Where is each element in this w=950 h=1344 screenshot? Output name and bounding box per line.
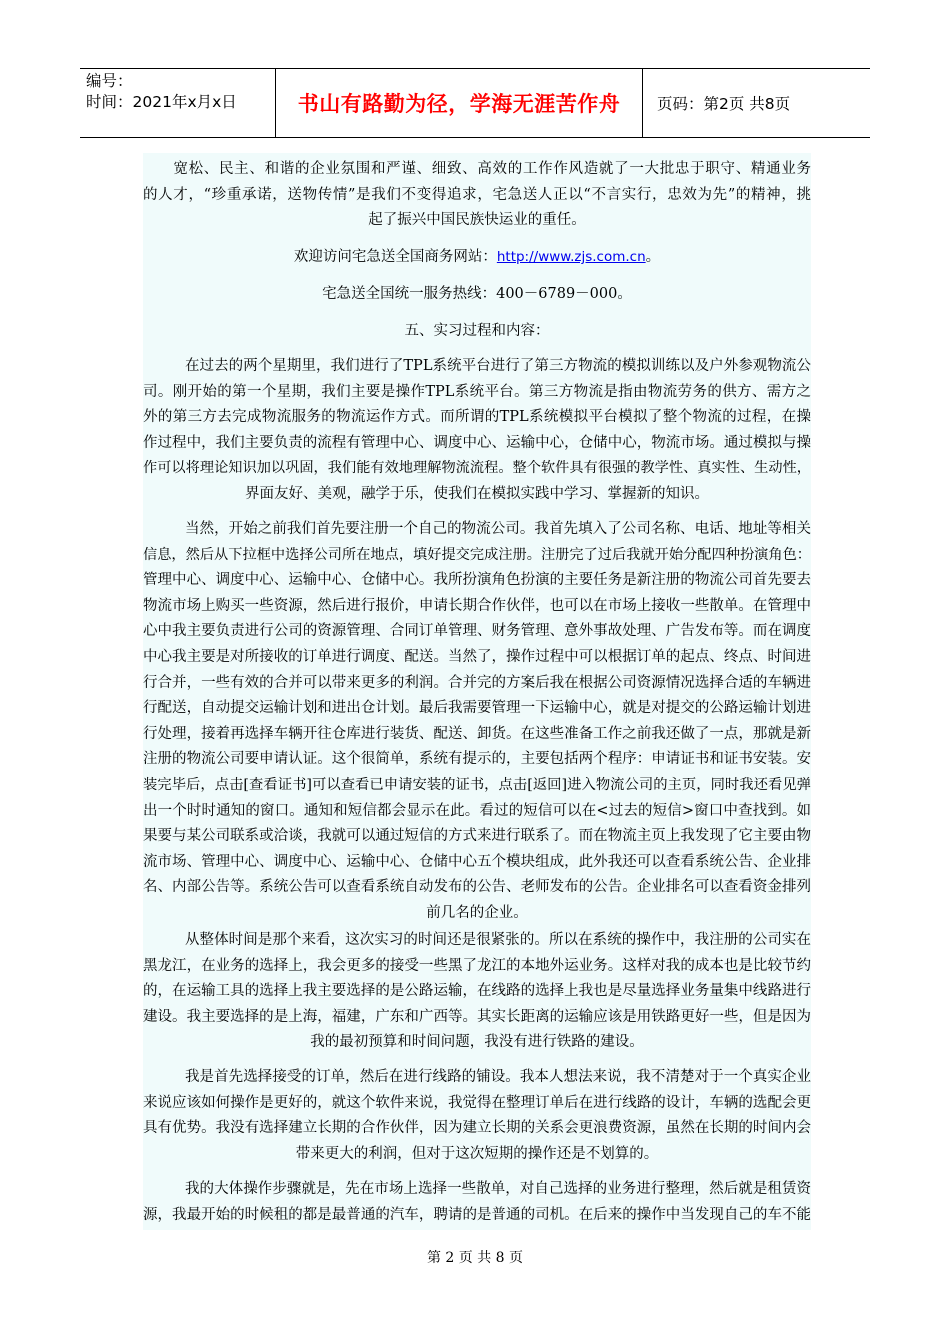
- page-footer: 第 2 页 共 8 页: [426, 1250, 524, 1266]
- paragraph-line: 界面友好、美观，融学于乐，使我们在模拟实践中学习、掌握新的知识。: [245, 485, 709, 502]
- paragraph-line: 黑龙江，在业务的选择上，我会更多的接受一些黑了龙江的本地外运业务。这样对我的成本也是比较节约: [143, 957, 811, 974]
- paragraph-line: 外的第三方去完成物流服务的物流运作方式。而所谓的TPL系统模拟平台模拟了整个物流的过程，在操: [143, 409, 811, 426]
- paragraph-line: 的，在运输工具的选择上我主要选择的是公路运输，在线路的选择上我也是尽量选择业务量集中线路进行: [143, 983, 811, 1000]
- paragraph-line: 装完毕后，点击[查看证书]可以查看已申请安装的证书，点击[返回]进入物流公司的主页，同时我还看见弹: [143, 776, 811, 793]
- document-date: 时间：2021年x月x日: [86, 93, 237, 111]
- header-motto: 书山有路勤为径，学海无涯苦作舟: [276, 69, 643, 137]
- header-meta: [80, 69, 276, 137]
- paragraph-line: 作过程中，我们主要负责的流程有管理中心、调度中心、运输中心，仓储中心，物流市场。通过模拟与操: [143, 434, 811, 451]
- paragraph-hotline: 宅急送全国统一服务热线：400－6789－000。: [322, 286, 632, 302]
- paragraph-line: 当然，开始之前我们首先要注册一个自己的物流公司。我首先填入了公司名称、电话、地址等相关: [185, 521, 811, 537]
- paragraph-line: 从整体时间是那个来看，这次实习的时间还是很紧张的。所以在系统的操作中，我注册的公司实在: [185, 932, 811, 948]
- paragraph-line: 物流市场上购买一些资源，然后进行报价，申请长期合作伙伴，也可以在市场上接收一些散单。在管理中: [143, 597, 811, 614]
- paragraph-line: 心中我主要负责进行公司的资源管理、合同订单管理、财务管理、意外事故处理、广告发布等。而在调度: [143, 623, 811, 640]
- paragraph-order-selection: [143, 1065, 811, 1167]
- paragraph-line: 源，我最开始的时候租的都是最普通的汽车，聘请的是普通的司机。在后来的操作中当发现自己的车不能: [143, 1206, 811, 1223]
- document-body: [143, 153, 811, 1230]
- paragraph-line: 作可以将理论知识加以巩固，我们能有效地理解物流流程。整个软件具有很强的教学性、真实性、生动性，: [143, 460, 811, 477]
- page-header: [80, 68, 870, 138]
- paragraph-website: [143, 245, 811, 271]
- paragraph-line: 信息，然后从下拉框中选择公司所在地点，填好提交完成注册。注册完了过后我就开始分配四种扮演角色：: [143, 546, 811, 563]
- paragraph-line: 名、内部公告等。系统公告可以查看系统自动发布的公告、老师发布的公告。企业排名可以查看资金排列: [143, 879, 811, 896]
- paragraph-overall-time: [143, 928, 811, 1056]
- paragraph-line: 流市场、管理中心、调度中心、运输中心、仓储中心五个模块组成，此外我还可以查看系统公告、企业排: [143, 853, 811, 870]
- paragraph-line: 宽松、民主、和谐的企业氛围和严谨、细致、高效的工作作风造就了一大批忠于职守、精通业务: [143, 161, 811, 177]
- paragraph-line: 管理中心、调度中心、运输中心、仓储中心。我所扮演角色扮演的主要任务是新注册的物流公司首先要去: [143, 572, 811, 589]
- paragraph-line: 我的大体操作步骤就是，先在市场上选择一些散单，对自己选择的业务进行整理，然后就是租赁资: [185, 1181, 811, 1197]
- website-suffix: 。: [645, 249, 661, 265]
- paragraph-line: 果要与某公司联系或洽谈，我就可以通过短信的方式来进行联系了。而在物流主页上我发现了它主要由物: [143, 828, 811, 845]
- paragraph-company-culture: [143, 157, 811, 234]
- paragraph-line: 注册的物流公司要申请认证。这个很简单，系统有提示的，主要包括两个程序：申请证书和证书安装。安: [143, 751, 811, 768]
- website-prefix: 欢迎访问宅急送全国商务网站：: [293, 249, 497, 265]
- paragraph-line: 行处理，接着再选择车辆开往仓库进行装货、配送、卸货。在这些准备工作之前我还做了一点，那就是新: [143, 725, 811, 742]
- paragraph-registration: [143, 517, 811, 927]
- website-link[interactable]: http://www.zjs.com.cn: [496, 249, 646, 265]
- paragraph-line: 司。刚开始的第一个星期，我们主要是操作TPL系统平台。第三方物流是指由物流劳务的供方、需方之: [143, 383, 811, 400]
- document-number-label: 编号：: [86, 72, 133, 90]
- paragraph-line: 在过去的两个星期里，我们进行了TPL系统平台进行了第三方物流的模拟训练以及户外参观物流公: [185, 358, 811, 374]
- paragraph-line: 出一个时时通知的窗口。通知和短信都会显示在此。看过的短信可以在<过去的短信>窗口中查找到。如: [143, 802, 811, 819]
- paragraph-operation-steps: [143, 1177, 811, 1228]
- paragraph-tpl-overview: [143, 354, 811, 508]
- section-heading: 五、实习过程和内容：: [404, 323, 550, 339]
- paragraph-line: 来说应该如何操作是更好的，就这个软件来说，我觉得在整理订单后在进行线路的设计，车辆的选配会更: [143, 1094, 811, 1111]
- paragraph-line: 起了振兴中国民族快运业的重任。: [368, 212, 586, 229]
- paragraph-line: 具有优势。我没有选择建立长期的合作伙伴，因为建立长期的关系会更浪费资源，虽然在长期的时间内会: [143, 1120, 811, 1137]
- paragraph-line: 中心我主要是对所接收的订单进行调度、配送。当然了，操作过程中可以根据订单的起点、终点、时间进: [143, 648, 811, 665]
- paragraph-line: 我的最初预算和时间问题，我没有进行铁路的建设。: [310, 1034, 644, 1051]
- paragraph-line: 带来更大的利润，但对于这次短期的操作还是不划算的。: [295, 1145, 659, 1162]
- header-page-info: 页码：第2页 共8页: [657, 95, 791, 113]
- paragraph-line: 的人才，“珍重承诺，送物传情”是我们不变得追求，宅急送人正以“不言实行，忠效为先”的精神，挑: [143, 186, 811, 203]
- paragraph-line: 我是首先选择接受的订单，然后在进行线路的铺设。我本人想法来说，我不清楚对于一个真实企业: [185, 1069, 811, 1085]
- paragraph-line: 前几名的企业。: [426, 904, 528, 921]
- paragraph-line: 建设。我主要选择的是上海，福建，广东和广西等。其实长距离的运输应该是用铁路更好一些，但是因为: [143, 1008, 811, 1025]
- paragraph-line: 行合并，一些有效的合并可以带来更多的利润。合并完的方案后我在根据公司资源情况选择合适的车辆进: [143, 674, 811, 691]
- paragraph-line: 行配送，自动提交运输计划和进出仓计划。最后我需要管理一下运输中心，就是对提交的公路运输计划进: [143, 700, 811, 717]
